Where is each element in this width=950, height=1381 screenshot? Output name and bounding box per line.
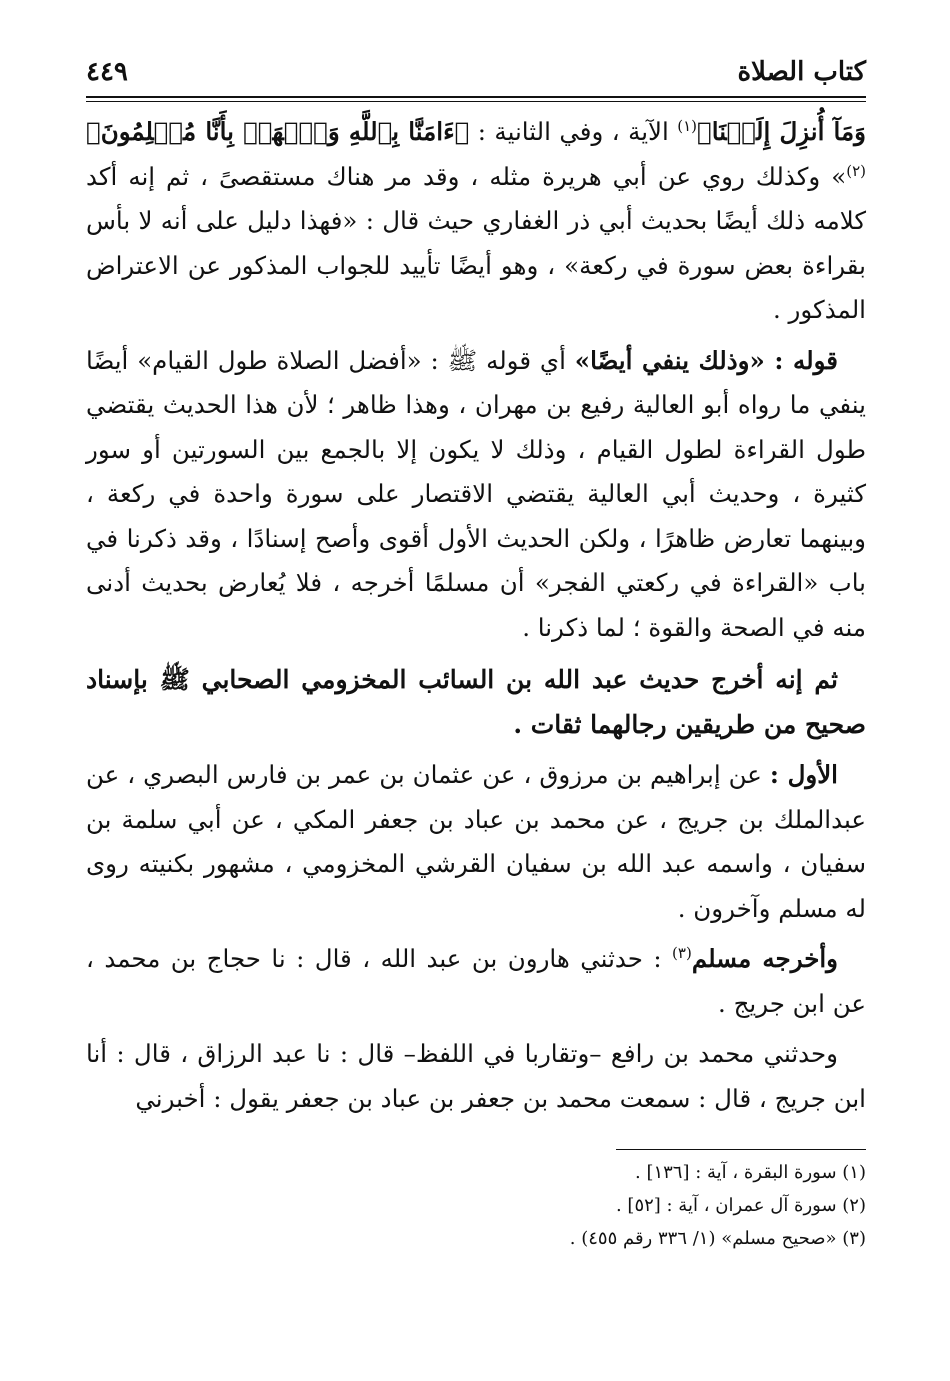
text-run: عن إبراهيم بن مرزوق ، عن عثمان بن عمر بن فارس البصري ، عن عبدالملك بن جريج ، عن محمد بن عباد بن جعفر المكي ، عن أبي سلمة بن سفيان ، واسمه عبد الله بن سفيان القرشي المخزومي ، مشهور بكنيته روى له مسلم وآخرون . <box>86 760 866 923</box>
running-head <box>86 52 866 92</box>
paragraph <box>86 937 866 1026</box>
text-run: » وكذلك روي عن أبي هريرة مثله ، وقد مر هناك مستقصىً ، ثم إنه أكد كلامه ذلك أيضًا بحديث أبي ذر الغفاري حيث قال : «فهذا دليل على أنه لا بأس بقراءة بعض سورة في ركعة» ، وهو أيضًا تأييد للجواب المذكور عن الاعتراض المذكور . <box>86 161 866 324</box>
paragraph <box>86 1032 866 1121</box>
text-run: الآية ، وفي الثانية : <box>469 117 678 146</box>
book-title: كتاب الصلاة <box>737 57 866 87</box>
footnote-reference: (٣) <box>672 943 692 962</box>
paragraph <box>86 110 866 333</box>
footnote-separator <box>616 1149 866 1150</box>
bold-text: قوله : «وذلك ينفي أيضًا» <box>574 345 838 375</box>
page-number: ٤٤٩ <box>86 57 128 87</box>
footnote-reference: (١) <box>677 116 698 135</box>
header-rule <box>86 96 866 102</box>
bold-text: ﴿ءَامَنَّا بِٱللَّهِ وَٱشۡهَدۡ بِأَنَّا مُسۡلِمُونَ﴾ <box>86 117 470 146</box>
body-text <box>86 110 866 1121</box>
footnote: (٢) سورة آل عمران ، آية : [٥٢] . <box>615 1195 866 1216</box>
footnote: (٣) «صحيح مسلم» (١/ ٣٣٦ رقم ٤٥٥) . <box>569 1228 866 1249</box>
bold-text: وأخرجه مسلم <box>691 944 838 973</box>
book-page <box>86 52 866 1352</box>
footnote: (١) سورة البقرة ، آية : [١٣٦] . <box>635 1162 866 1183</box>
text-run: أي قوله ﷺ : «أفضل الصلاة طول القيام» أيضًا ينفي ما رواه أبو العالية رفيع بن مهران ، وهذا ظاهر ؛ لأن هذا الحديث يقتضي طول القراءة لطول القيام ، وذلك لا يكون إلا بالجمع بين السورتين أو سور كثيرة ، وحديث أبي العالية يقتضي الاقتصار على سورة واحدة في ركعة ، وبينهما تعارض ظاهرًا ، ولكن الحديث الأول أقوى وأصح إسنادًا ، وقد ذكرنا في باب «القراءة في ركعتي الفجر» أن مسلمًا أخرجه ، فلا يُعارض بحديث أدنى منه في الصحة والقوة ؛ لما ذكرنا . <box>86 345 866 642</box>
bold-text: الأول : <box>769 760 838 789</box>
bold-text: ثم إنه أخرج حديث عبد الله بن السائب المخزومي الصحابي ﷺ بإسناد صحيح من طريقين رجالهما ثقات . <box>86 665 866 739</box>
footnote-reference: (٢) <box>846 161 866 180</box>
paragraph <box>86 339 866 651</box>
section-heading <box>86 658 866 747</box>
text-run: وحدثني محمد بن رافع –وتقاربا في اللفظ– قال : نا عبد الرزاق ، قال : أنا ابن جريج ، قال : سمعت محمد بن جعفر بن عباد بن جعفر يقول : أخبرني <box>86 1039 866 1113</box>
bold-text: وَمَآ أُنزِلَ إِلَيۡنَا﴾ <box>697 117 866 146</box>
paragraph <box>86 753 866 931</box>
text-run: : حدثني هارون بن عبد الله ، قال : نا حجاج بن محمد ، عن ابن جريج . <box>86 944 866 1018</box>
footnotes <box>86 1156 866 1255</box>
